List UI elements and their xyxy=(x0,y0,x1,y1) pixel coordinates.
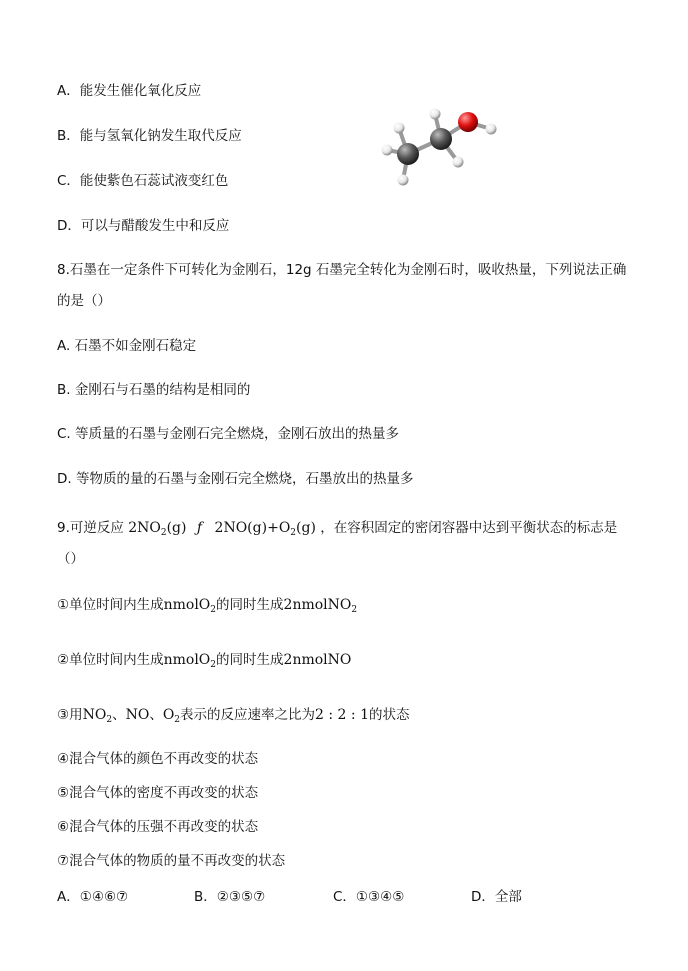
q9-statement-1 xyxy=(57,596,357,614)
oxygen-atom xyxy=(458,112,478,132)
statement-separator: 、 xyxy=(149,707,163,723)
statement-text: ①单位时间内生成 xyxy=(57,597,164,613)
q9-statement-4: ④混合气体的颜色不再改变的状态 xyxy=(57,751,259,767)
statement-text: 的同时生成 xyxy=(216,597,284,613)
hydrogen-atom xyxy=(453,157,464,168)
q9-choice-d: D．全部 xyxy=(471,889,522,905)
statement-text: 的同时生成 xyxy=(216,652,284,668)
eq-state: (g) xyxy=(166,520,187,536)
statement-math: NO xyxy=(125,707,150,723)
hydrogen-atom xyxy=(382,145,393,156)
q9-stem-suffix: ，在容积固定的密闭容器中达到平衡状态的标志是 xyxy=(320,520,618,536)
q9-equation xyxy=(128,519,316,537)
hydrogen-atom xyxy=(486,124,497,135)
eq-subscript: 2 xyxy=(290,528,297,538)
q9-answer-choices xyxy=(57,885,657,905)
q7-option-b: B．能与氢氧化钠发生取代反应 xyxy=(57,128,242,144)
statement-math: 2nmolNO xyxy=(283,652,352,668)
statement-ratio: 2 : 2 : 1 xyxy=(315,707,369,723)
q8-option-c: C. 等质量的石墨与金刚石完全燃烧，金刚石放出的热量多 xyxy=(57,426,400,442)
statement-text: ③用 xyxy=(57,707,83,723)
statement-math: nmolO$_2$ xyxy=(163,652,217,670)
q9-statement-6: ⑥混合气体的压强不再改变的状态 xyxy=(57,819,259,835)
statement-text: 的状态 xyxy=(369,707,410,723)
statement-text: 表示的反应速率之比为 xyxy=(180,707,316,723)
hydrogen-atom xyxy=(430,109,441,120)
q9-choice-c: C．①③④⑤ xyxy=(333,889,405,905)
statement-separator: 、 xyxy=(112,707,126,723)
eq-product: 2NO(g) xyxy=(214,520,268,536)
q8-stem-line2: 的是（） xyxy=(57,293,111,309)
q9-statement-5: ⑤混合气体的密度不再改变的状态 xyxy=(57,785,259,801)
ethanol-molecule-model xyxy=(378,104,508,190)
eq-subscript: 2 xyxy=(160,528,167,538)
statement-math: nmolO$_2$ xyxy=(163,597,217,615)
q9-choice-a: A．①④⑥⑦ xyxy=(57,889,129,905)
q7-option-c: C．能使紫色石蕊试液变红色 xyxy=(57,173,229,189)
statement-math: 2nmolNO$_2$ xyxy=(283,597,358,615)
hydrogen-atom xyxy=(394,123,405,134)
q8-stem-line1: 8.石墨在一定条件下可转化为金刚石，12g 石墨完全转化为金刚石时，吸收热量，下列说法正确 xyxy=(57,262,627,278)
q9-stem-prefix: 9.可逆反应 xyxy=(57,520,124,536)
hydrogen-atom xyxy=(398,175,409,186)
q9-statement-7: ⑦混合气体的物质的量不再改变的状态 xyxy=(57,853,286,869)
q8-option-a: A. 石墨不如金刚石稳定 xyxy=(57,338,197,354)
eq-state: (g) xyxy=(296,520,316,536)
q9-choice-b: B．②③⑤⑦ xyxy=(194,889,266,905)
q9-stem-line2: （） xyxy=(57,551,84,567)
q8-option-b: B. 金刚石与石墨的结构是相同的 xyxy=(57,382,251,398)
eq-plus: + xyxy=(267,520,279,536)
q9-statement-3 xyxy=(57,706,410,724)
statement-text: ②单位时间内生成 xyxy=(57,652,164,668)
carbon-atom xyxy=(430,128,452,150)
q9-statement-2 xyxy=(57,651,351,669)
eq-reactant: 2NO xyxy=(128,520,161,536)
carbon-atom xyxy=(397,143,419,165)
q7-option-d: D．可以与醋酸发生中和反应 xyxy=(57,218,230,234)
q7-option-a: A．能发生催化氧化反应 xyxy=(57,83,202,99)
statement-math: $NO_2$ xyxy=(82,707,113,725)
statement-math: $O_2$ xyxy=(162,707,181,725)
q8-option-d: D. 等物质的量的石墨与金刚石完全燃烧，石墨放出的热量多 xyxy=(57,471,414,487)
eq-product-o: O xyxy=(278,520,291,536)
equilibrium-arrow-glyph: ƒ xyxy=(196,520,203,536)
q9-stem-line1 xyxy=(57,519,617,537)
